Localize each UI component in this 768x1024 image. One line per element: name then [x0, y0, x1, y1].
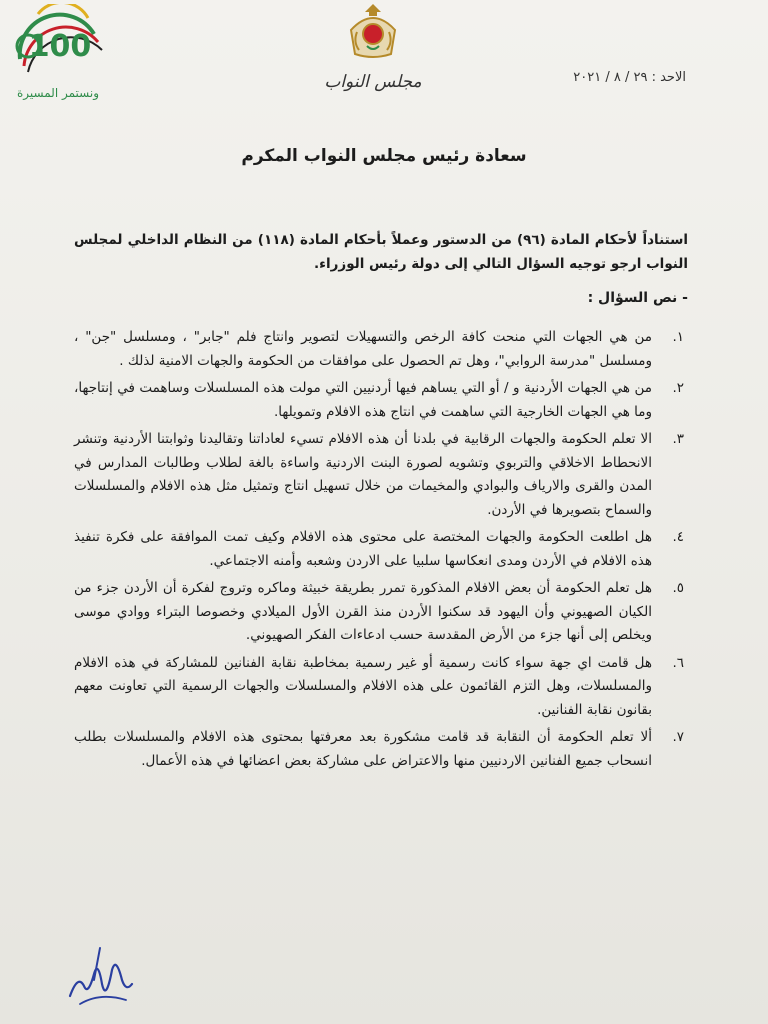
question-number: ٦. — [672, 654, 684, 671]
logo-slogan: ونستمر المسيرة — [17, 86, 99, 100]
question-list — [74, 326, 684, 777]
question-text: هل تعلم الحكومة أن بعض الافلام المذكورة تمرر بطريقة خبيثة وماكره وتروج لفكرة أن الأردن جزء من الكيان الصهيوني وأن اليهود قد سكنوا الأردن منذ القرن الأول الميلادي وخصوصا البتراء ووادي موسى ويخلص إلى أنها جزء من الأرض المقدسة حسب ادعاءات الفكر الصهيوني. — [74, 580, 652, 643]
question-item — [74, 428, 684, 522]
question-item — [74, 726, 684, 773]
question-text: هل اطلعت الحكومة والجهات المختصة على محتوى هذه الافلام وكيف تمت الموافقة على فكرة تنفيذ هذه الافلام في الأردن ومدى انعكاسها سلبيا على الاردن وشعبه وأمنه الاجتماعي. — [74, 529, 652, 569]
question-item — [74, 577, 684, 648]
coat-of-arms-icon — [343, 2, 403, 62]
question-item — [74, 652, 684, 723]
question-text: من هي الجهات التي منحت كافة الرخص والتسهيلات لتصوير وانتاج فلم "جابر" ، ومسلسل "جن" ، ومسلسل "مدرسة الروابي"، وهل تم الحصول على موافقات من الحكومة والجهات الامنية لذلك . — [74, 329, 652, 369]
intro-paragraph: استناداً لأحكام المادة (٩٦) من الدستور وعملاً بأحكام المادة (١١٨) من النظام الداخلي لمجلس النواب ارجو توجيه السؤال التالي إلى دولة رئيس الوزراء. — [74, 232, 689, 272]
question-item — [74, 377, 684, 424]
question-number: ١. — [672, 329, 684, 345]
question-heading: - نص السؤال : — [587, 290, 688, 306]
question-item — [74, 326, 684, 373]
question-text: ألا تعلم الحكومة أن النقابة قد قامت مشكورة بعد معرفتها بمحتوى هذه الافلام والمسلسلات بطلب انسحاب جميع الفنانين الاردنيين منها والاعتراض على مشاركة بعض اعضائها في هذه الأعمال. — [74, 729, 652, 769]
addressee: سعادة رئيس مجلس النواب المكرم — [241, 146, 527, 166]
question-number: ٥. — [672, 580, 684, 596]
question-text: الا تعلم الحكومة والجهات الرقابية في بلدنا أن هذه الافلام تسيء لعاداتنا وتقاليدنا وثوابتنا الأردنية وتنشر الانحطاط الاخلاقي والتربوي وتشويه لصورة البنت الاردنية واساءة بالغة لطلاب وطالبات المدارس في المدن والقرى والارياف والبوادي والمخيمات من خلال تسهيل انتاج وتمثيل مثل هذه الافلام والمسلسلات والسماح بتصويرها في الأردن. — [74, 431, 652, 518]
question-text: هل قامت اي جهة سواء كانت رسمية أو غير رسمية بمخاطبة نقابة الفنانين للمشاركة في هذه الافلام والمسلسلات، وهل التزم القائمون على هذه الافلام والمسلسلات والجهات الرسمية التي تعاونت معهم بقانون نقابة الفنانين. — [74, 654, 652, 718]
question-number: ٣. — [672, 431, 684, 447]
question-number: ٢. — [672, 380, 684, 396]
logo-number: 100 — [28, 29, 92, 64]
centennial-logo — [8, 4, 108, 84]
question-number: ٤. — [672, 529, 684, 545]
council-name: مجلس النواب — [324, 72, 422, 92]
document-date: الاحد : ٢٩ / ٨ / ٢٠٢١ — [573, 70, 686, 85]
question-item — [74, 526, 684, 573]
question-number: ٧. — [672, 729, 684, 745]
signature — [64, 940, 136, 1012]
question-text: من هي الجهات الأردنية و / أو التي يساهم فيها أردنيين التي مولت هذه المسلسلات وساهمت في إنتاجها، وما هي الجهات الخارجية التي ساهمت في انتاج هذه الافلام وتمويلها. — [74, 380, 652, 420]
